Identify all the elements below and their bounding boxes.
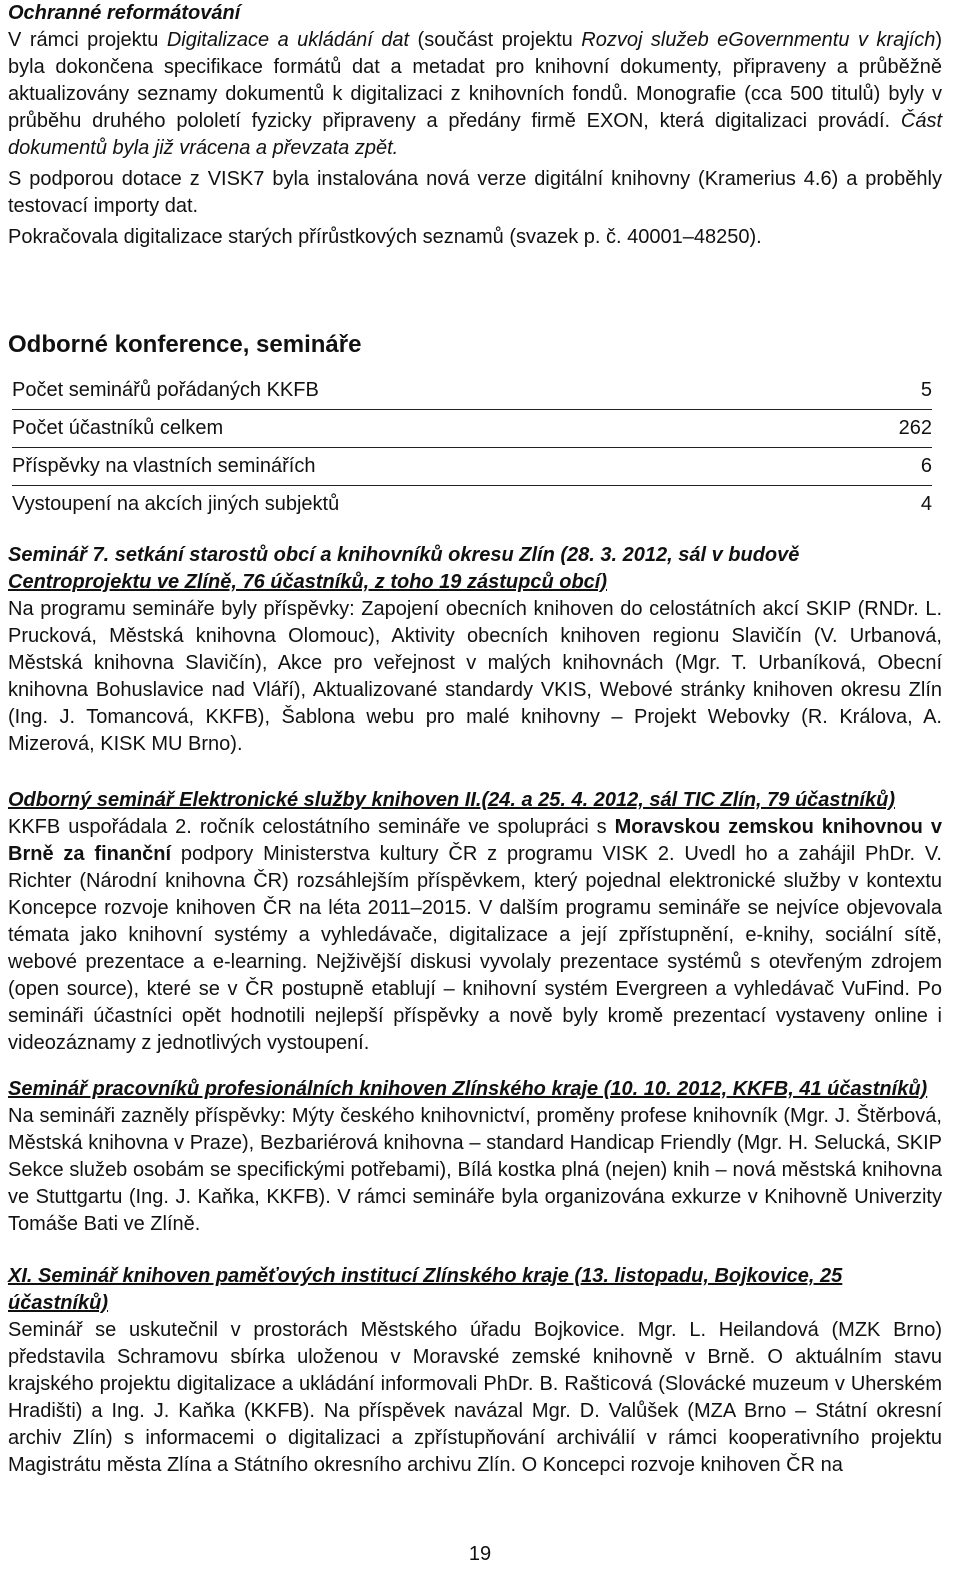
section-heading: Ochranné reformátování xyxy=(8,2,241,24)
section-heading: Odborný seminář Elektronické služby knihoven II.(24. a 25. 4. 2012, sál TIC Zlín, 79 účastníků) xyxy=(8,789,895,811)
page-heading: Odborné konference, semináře xyxy=(8,331,362,358)
section-seminar-prof xyxy=(8,1076,942,1238)
paragraph: Seminář se uskutečnil v prostorách Městského úřadu Bojkovice. Mgr. L. Heilandová (MZK Brno) představila Schramovu sbírka uloženou v Moravské zemské knihovně v Brně. O aktuálním stavu krajského projektu digitalizace a ukládání informovali PhDr. B. Rašticová (Slovácké muzeum v Uherském Hradišti) a Ing. J. Kaňka (KKFB). Na příspěvek navázal Mgr. D. Valůšek (MZA Brno – Státní okresní archiv Zlín) s informacemi o digitalizaci a zpřístupňování archiválií v rámci kooperativního projektu Magistrátu města Zlína a Státního okresního archivu Zlín. O Koncepci rozvoje knihoven ČR na xyxy=(8,1319,942,1476)
paragraph: S podporou dotace z VISK7 byla instalována nová verze digitální knihovny (Kramerius 4.6) a proběhly testovací importy dat. xyxy=(8,168,942,217)
row-value: 6 xyxy=(920,455,932,477)
row-label: Vystoupení na akcích jiných subjektů xyxy=(12,493,340,515)
paragraph: V rámci projektu Digitalizace a ukládání dat (součást projektu Rozvoj služeb eGovernmentu v krajích) byla dokončena specifikace formátů dat a metadat pro knihovní dokumenty, připraveny a průběžně aktualizovány seznamy dokumentů k digitalizaci z knihovních fondů. Monografie (cca 500 titulů) byly v průběhu druhého pololetí fyzicky připraveny a předány firmě EXON, která digitalizaci provádí. Část dokumentů byla již vrácena a převzata zpět. xyxy=(8,29,942,159)
section-seminar-7 xyxy=(8,542,942,758)
paragraph: Pokračovala digitalizace starých přírůstkových seznamů (svazek p. č. 40001–48250). xyxy=(8,226,762,248)
section-heading: XI. Seminář knihoven paměťových institucí Zlínského kraje (13. listopadu, Bojkovice, 25 účastníků) xyxy=(8,1265,843,1314)
table-row xyxy=(12,486,932,523)
section-retro xyxy=(8,0,942,251)
row-label: Počet seminářů pořádaných KKFB xyxy=(12,379,319,401)
table-row xyxy=(12,372,932,410)
paragraph: Na programu semináře byly příspěvky: Zapojení obecních knihoven do celostátních akcí SKIP (RNDr. L. Prucková, Městská knihovna Olomouc), Aktivity obecních knihoven regionu Slavičín (V. Urbanová, Městská knihovna Slavičín), Akce pro veřejnost v malých knihovnách (Mgr. T. Urbaníková, Obecní knihovna Bohuslavice nad Vláří), Aktualizované standardy VKIS, Webové stránky knihoven okresu Zlín (Ing. J. Tomancová, KKFB), Šablona webu pro malé knihovny – Projekt Webovky (R. Králova, A. Mizerová, KISK MU Brno). xyxy=(8,598,942,755)
row-label: Příspěvky na vlastních seminářích xyxy=(12,455,316,477)
page-number: 19 xyxy=(468,1543,492,1565)
section-heading: Seminář 7. setkání starostů obcí a knihovníků okresu Zlín (28. 3. 2012, sál v budově Centroprojektu ve Zlíně, 76 účastníků, z toho 19 zástupců obcí) xyxy=(8,544,800,593)
paragraph: KKFB uspořádala 2. ročník celostátního semináře ve spolupráci s Moravskou zemskou knihovnou v Brně za finanční podpory Ministerstva kultury ČR z programu VISK 2. Uvedl ho a zahájil PhDr. V. Richter (Národní knihovna ČR) rozsáhlejším příspěvkem, který pojednal elektronické služby v kontextu Koncepce rozvoje knihoven ČR na léta 2011–2015. V dalším programu semináře se nejvíce objevovala témata jako knihovní systémy a vyhledávače, digitalizace a její zpřístupnění, e-knihy, sociální sítě, webové prezentace a e-learning. Nejživější diskusi vyvolaly prezentace systémů s otevřeným zdrojem (open source), které se v ČR postupně etablují – knihovní systém Evergreen a vyhledávač VuFind. Po semináři účastníci opět hodnotili nejlepší příspěvky a nově byly kromě prezentací vystaveny online i videozáznamy z jednotlivých vystoupení. xyxy=(8,816,942,1054)
stats-table xyxy=(12,372,932,523)
section-seminar-el xyxy=(8,787,942,1057)
table-row xyxy=(12,410,932,448)
paragraph: Na semináři zazněly příspěvky: Mýty českého knihovnictví, proměny profese knihovník (Mgr. J. Štěrbová, Městská knihovna v Praze), Bezbariérová knihovna – standard Handicap Friendly (Mgr. H. Selucká, SKIP Sekce služeb osobám se specifickými potřebami), Bílá kostka plná (nejen) knih – nová městská knihovna ve Stuttgartu (Ing. J. Kaňka, KKFB). V rámci semináře byla organizována exkurze v Knihovně Univerzity Tomáše Bati ve Zlíně. xyxy=(8,1105,942,1235)
row-value: 4 xyxy=(920,493,932,515)
row-value: 5 xyxy=(920,379,932,401)
row-value: 262 xyxy=(898,417,932,439)
row-label: Počet účastníků celkem xyxy=(12,417,224,439)
table-row xyxy=(12,448,932,486)
section-seminar-xi xyxy=(8,1263,942,1479)
section-heading: Seminář pracovníků profesionálních knihoven Zlínského kraje (10. 10. 2012, KKFB, 41 účastníků) xyxy=(8,1078,928,1100)
